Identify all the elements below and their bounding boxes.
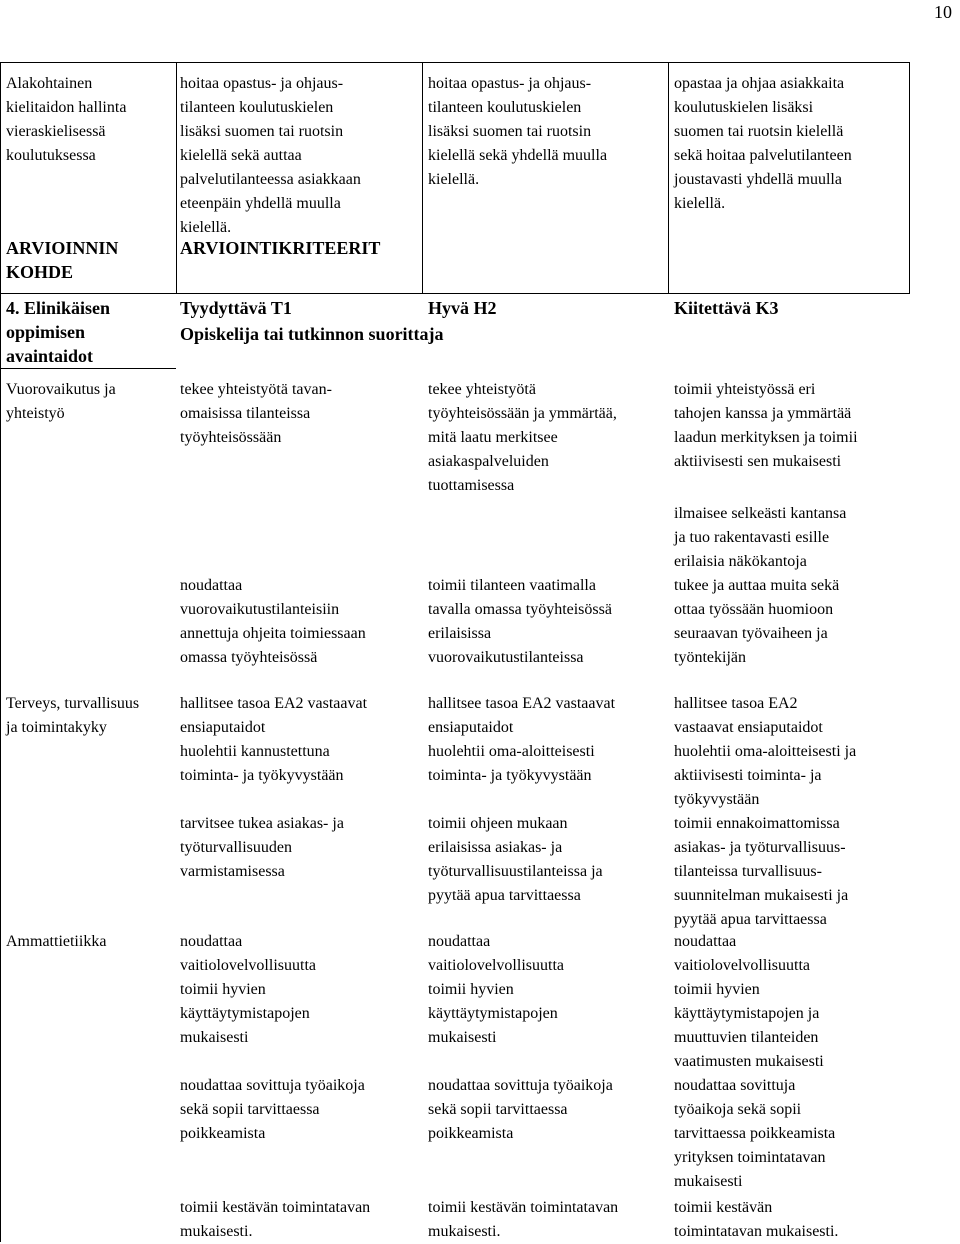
text-line: työturvallisuustilanteissa ja	[428, 863, 603, 880]
criterion-h2	[428, 978, 666, 1050]
text-line: kielitaidon hallinta	[6, 99, 127, 116]
text-line: kielellä.	[428, 171, 480, 188]
text-line: eteenpäin yhdellä muulla	[180, 195, 341, 212]
text-line: vaitiolovelvollisuutta	[674, 957, 810, 974]
text-line: hallitsee tasoa EA2 vastaavat	[428, 695, 616, 712]
row-label-ammattietiikka	[6, 930, 174, 954]
text-line: kielellä sekä auttaa	[180, 147, 302, 164]
text-line: yhteistyö	[6, 405, 65, 422]
text-line: Vuorovaikutus ja	[6, 381, 116, 398]
text-line: toimii kestävän toimintatavan	[180, 1199, 371, 1216]
criterion-t1	[180, 812, 420, 884]
text-line: tekee yhteistyötä tavan-	[180, 381, 332, 398]
text-line: vastaavat ensiaputaidot	[674, 719, 823, 736]
header-cell-h2	[428, 72, 666, 192]
text-line: ja toimintakyky	[6, 719, 107, 736]
text-line: mukaisesti	[428, 1029, 497, 1046]
text-line: laadun merkityksen ja toimii	[674, 429, 858, 446]
text-line: koulutuksessa	[6, 147, 96, 164]
page-number: 10	[934, 2, 952, 22]
text-line: huolehtii kannustettuna	[180, 743, 330, 760]
row-divider-header	[0, 293, 910, 294]
arviointi-kohde	[6, 236, 174, 284]
text-line: vieraskielisessä	[6, 123, 106, 140]
text-line: 4. Elinikäisen	[6, 298, 111, 318]
arviointikriteerit-heading: ARVIOINTIKRITEERIT	[180, 238, 381, 258]
text-line: asiakaspalveluiden	[428, 453, 549, 470]
text-line: toimintatavan mukaisesti.	[674, 1223, 839, 1240]
criterion-k3	[674, 574, 908, 670]
text-line: noudattaa sovittuja työaikoja	[180, 1077, 365, 1094]
criterion-t1	[180, 740, 420, 788]
text-line: käyttäytymistapojen	[428, 1005, 558, 1022]
criterion-h2	[428, 812, 666, 908]
text-line: KOHDE	[6, 262, 74, 282]
text-line: palvelutilanteessa asiakkaan	[180, 171, 361, 188]
text-line: tavalla omassa työyhteisössä	[428, 601, 612, 618]
criterion-h2	[428, 740, 666, 788]
header-cell-category	[6, 72, 174, 168]
text-line: mukaisesti.	[180, 1223, 253, 1240]
text-line: tahojen kanssa ja ymmärtää	[674, 405, 852, 422]
criterion-k3	[674, 378, 908, 474]
text-line: toiminta- ja työkyvystään	[428, 767, 592, 784]
text-line: tarvittaessa poikkeamista	[674, 1125, 836, 1142]
text-line: työturvallisuuden	[180, 839, 292, 856]
text-line: koulutuskielen lisäksi	[674, 99, 814, 116]
header-cell-t1	[180, 72, 420, 240]
criterion-t1	[180, 574, 420, 670]
table-border-right	[909, 62, 910, 294]
text-line: Terveys, turvallisuus	[6, 695, 140, 712]
text-line: hallitsee tasoa EA2 vastaavat	[180, 695, 368, 712]
row-divider-levels	[0, 368, 176, 369]
text-line: käyttäytymistapojen ja	[674, 1005, 820, 1022]
text-line: seuraavan työvaiheen ja	[674, 625, 828, 642]
column-divider-3	[668, 62, 669, 294]
text-line: noudattaa	[180, 577, 243, 594]
criterion-h2	[428, 378, 666, 498]
text-line: suomen tai ruotsin kielellä	[674, 123, 844, 140]
text-line: vuorovaikutustilanteissa	[428, 649, 584, 666]
text-line: poikkeamista	[180, 1125, 266, 1142]
text-line: noudattaa	[180, 933, 243, 950]
text-line: sekä sopii tarvittaessa	[180, 1101, 320, 1118]
text-line: vaatimusten mukaisesti	[674, 1053, 824, 1070]
text-line: asiakas- ja työturvallisuus-	[674, 839, 846, 856]
text-line: tekee yhteistyötä	[428, 381, 536, 398]
text-line: ja tuo rakentavasti esille	[674, 529, 830, 546]
text-line: ensiaputaidot	[428, 719, 514, 736]
text-line: hoitaa opastus- ja ohjaus-	[180, 75, 344, 92]
text-line: hoitaa opastus- ja ohjaus-	[428, 75, 592, 92]
text-line: huolehtii oma-aloitteisesti ja	[674, 743, 857, 760]
text-line: oppimisen	[6, 322, 86, 342]
text-line: ensiaputaidot	[180, 719, 266, 736]
text-line: työyhteisössään	[180, 429, 282, 446]
text-line: noudattaa sovittuja	[674, 1077, 796, 1094]
text-line: vaitiolovelvollisuutta	[428, 957, 564, 974]
criterion-h2	[428, 1196, 666, 1244]
text-line: lisäksi suomen tai ruotsin	[180, 123, 344, 140]
text-line: toimii kestävän	[674, 1199, 773, 1216]
text-line: käyttäytymistapojen	[180, 1005, 310, 1022]
text-line: mukaisesti.	[428, 1223, 501, 1240]
criterion-h2	[428, 930, 666, 978]
text-line: toimii hyvien	[428, 981, 514, 998]
text-line: varmistamisessa	[180, 863, 285, 880]
text-line: hallitsee tasoa EA2	[674, 695, 798, 712]
criterion-k3	[674, 1074, 908, 1194]
text-line: vaitiolovelvollisuutta	[180, 957, 316, 974]
text-line: ARVIOINNIN	[6, 238, 119, 258]
criterion-k3	[674, 978, 908, 1074]
text-line: poikkeamista	[428, 1125, 514, 1142]
text-line: mukaisesti	[674, 1173, 743, 1190]
text-line: toimii yhteistyössä eri	[674, 381, 816, 398]
criterion-k3	[674, 502, 908, 574]
text-line: noudattaa sovittuja työaikoja	[428, 1077, 613, 1094]
text-line: vuorovaikutustilanteisiin	[180, 601, 340, 618]
row-label-vuorovaikutus	[6, 378, 174, 426]
criterion-k3	[674, 740, 908, 812]
text-line: tilanteen koulutuskielen	[428, 99, 582, 116]
text-line: sekä sopii tarvittaessa	[428, 1101, 568, 1118]
text-line: kielellä.	[180, 219, 232, 236]
text-line: pyytää apua tarvittaessa	[428, 887, 581, 904]
text-line: tarvitsee tukea asiakas- ja	[180, 815, 344, 832]
text-line: muuttuvien tilanteiden	[674, 1029, 819, 1046]
text-line: erilaisia näkökantoja	[674, 553, 807, 570]
column-divider-1	[176, 62, 177, 294]
criterion-h2	[428, 1074, 666, 1146]
text-line: ilmaisee selkeästi kantansa	[674, 505, 847, 522]
criterion-t1	[180, 978, 420, 1050]
level-k3: Kiitettävä K3	[674, 298, 779, 318]
text-line: omassa työyhteisössä	[180, 649, 318, 666]
text-line: toimii ohjeen mukaan	[428, 815, 568, 832]
text-line: työntekijän	[674, 649, 746, 666]
criterion-k3	[674, 692, 908, 740]
text-line: opastaa ja ohjaa asiakkaita	[674, 75, 845, 92]
text-line: annettuja ohjeita toimiessaan	[180, 625, 366, 642]
text-line: työkyvystään	[674, 791, 760, 808]
text-line: avaintaidot	[6, 346, 94, 366]
criterion-t1	[180, 1074, 420, 1146]
text-line: tukee ja auttaa muita sekä	[674, 577, 840, 594]
text-line: suunnitelman mukaisesti ja	[674, 887, 849, 904]
text-line: aktiivisesti sen mukaisesti	[674, 453, 842, 470]
text-line: toimii hyvien	[674, 981, 760, 998]
text-line: mukaisesti	[180, 1029, 249, 1046]
text-line: Ammattietiikka	[6, 933, 107, 950]
text-line: toiminta- ja työkyvystään	[180, 767, 344, 784]
criterion-k3	[674, 1196, 908, 1244]
text-line: lisäksi suomen tai ruotsin	[428, 123, 592, 140]
text-line: tilanteen koulutuskielen	[180, 99, 334, 116]
criterion-t1	[180, 692, 420, 740]
text-line: erilaisissa asiakas- ja	[428, 839, 563, 856]
level-h2: Hyvä H2	[428, 298, 497, 318]
criterion-k3	[674, 812, 908, 932]
text-line: noudattaa	[428, 933, 491, 950]
criterion-t1	[180, 1196, 420, 1244]
text-line: mitä laatu merkitsee	[428, 429, 558, 446]
text-line: kielellä.	[674, 195, 726, 212]
level-t1: Tyydyttävä T1	[180, 298, 292, 318]
text-line: toimii hyvien	[180, 981, 266, 998]
text-line: yrityksen toimintatavan	[674, 1149, 826, 1166]
text-line: noudattaa	[674, 933, 737, 950]
criterion-t1	[180, 930, 420, 978]
text-line: toimii ennakoimattomissa	[674, 815, 840, 832]
header-cell-k3	[674, 72, 908, 216]
text-line: omaisissa tilanteissa	[180, 405, 311, 422]
criterion-h2	[428, 574, 666, 670]
text-line: erilaisissa	[428, 625, 492, 642]
text-line: aktiivisesti toiminta- ja	[674, 767, 822, 784]
text-line: sekä hoitaa palvelutilanteen	[674, 147, 852, 164]
criterion-k3	[674, 930, 908, 978]
text-line: tuottamisessa	[428, 477, 515, 494]
text-line: kielellä sekä yhdellä muulla	[428, 147, 608, 164]
criterion-h2	[428, 692, 666, 740]
text-line: työaikoja sekä sopii	[674, 1101, 802, 1118]
row-label-terveys	[6, 692, 174, 740]
table-border-top	[0, 62, 910, 63]
text-line: toimii kestävän toimintatavan	[428, 1199, 619, 1216]
text-line: huolehtii oma-aloitteisesti	[428, 743, 595, 760]
criterion-t1	[180, 378, 420, 450]
text-line: ottaa työssään huomioon	[674, 601, 834, 618]
subject-heading: Opiskelija tai tutkinnon suorittaja	[180, 324, 444, 344]
text-line: työyhteisössään ja ymmärtää,	[428, 405, 617, 422]
text-line: pyytää apua tarvittaessa	[674, 911, 827, 928]
text-line: toimii tilanteen vaatimalla	[428, 577, 596, 594]
text-line: joustavasti yhdellä muulla	[674, 171, 842, 188]
table-border-left	[0, 62, 1, 1242]
text-line: Alakohtainen	[6, 75, 93, 92]
text-line: tilanteissa turvallisuus-	[674, 863, 822, 880]
section-title	[6, 296, 174, 368]
